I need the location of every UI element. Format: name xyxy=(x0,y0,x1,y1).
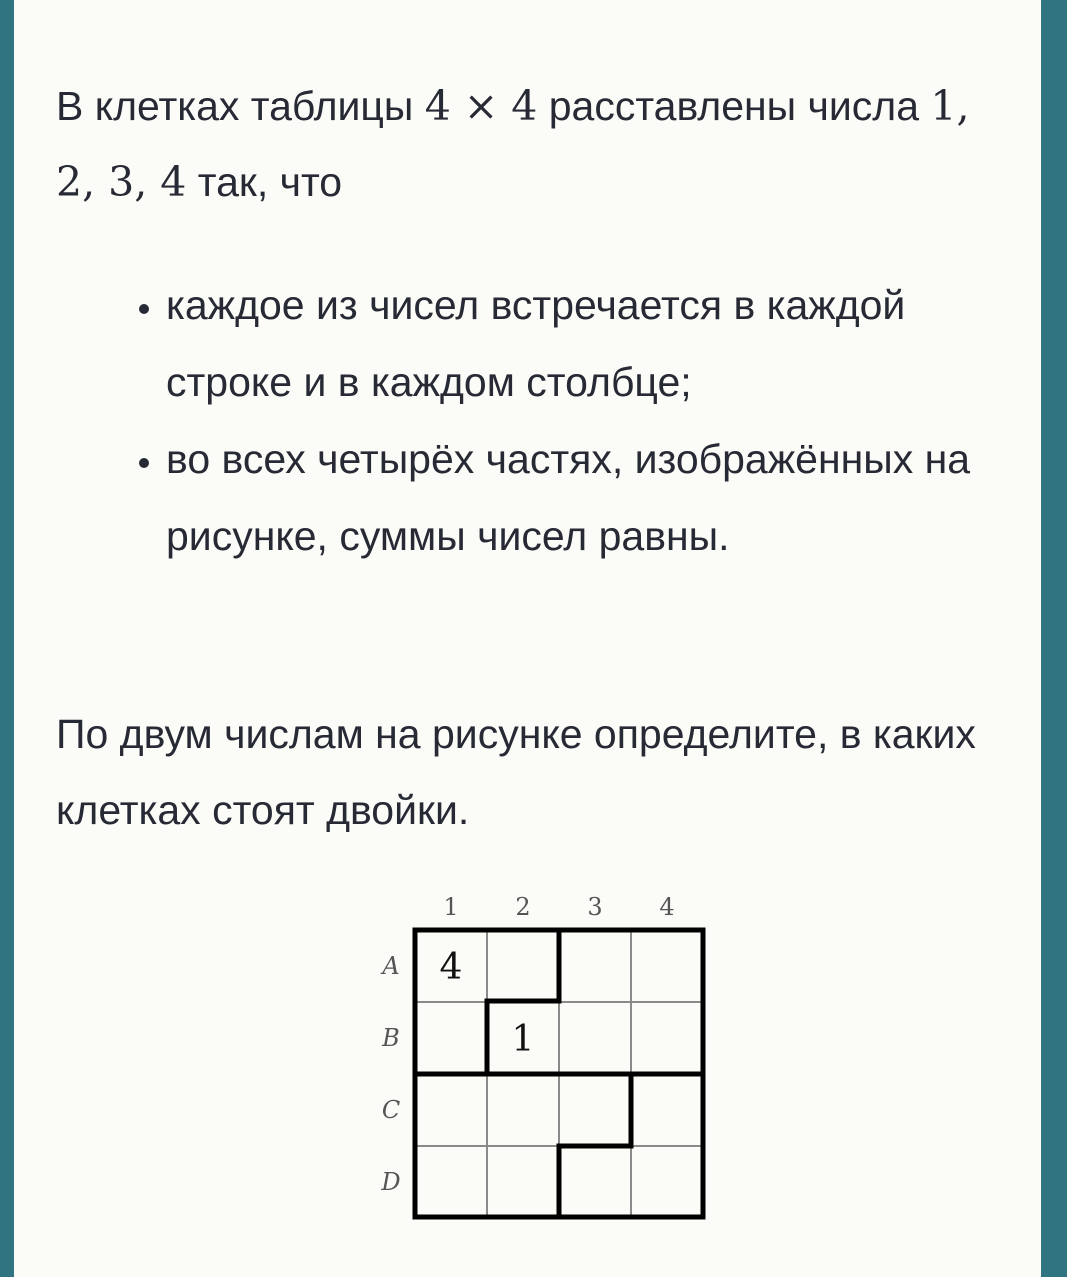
column-label: 2 xyxy=(515,893,531,921)
row-label: A xyxy=(382,952,400,980)
intro-math-grid-size: 4 × 4 xyxy=(424,82,538,130)
problem-intro xyxy=(56,68,1006,220)
condition-item: • каждое из чисел встречается в каждой строке и в каждом столбце; xyxy=(166,267,1016,421)
given-number-b2: 1 xyxy=(511,1019,535,1060)
condition-item: • во всех четырёх частях, изображённых на рисунке, суммы чисел равны. xyxy=(166,421,1016,575)
row-label: C xyxy=(381,1096,401,1124)
row-label: B xyxy=(382,1024,400,1052)
row-label: D xyxy=(381,1168,401,1196)
problem-question: По двум числам на рисунке определите, в каких клетках стоят двойки. xyxy=(56,711,976,833)
intro-text-3: так, что xyxy=(186,159,343,205)
column-label: 1 xyxy=(443,893,459,921)
problem-card xyxy=(14,0,1041,1277)
intro-math-numbers: 1, 2, 3, 4 xyxy=(56,82,970,206)
column-label: 3 xyxy=(587,893,603,921)
column-label: 4 xyxy=(659,893,675,921)
grid-figure xyxy=(354,880,714,1225)
conditions-list xyxy=(56,267,1016,575)
intro-text-2: расставлены числа xyxy=(537,83,931,129)
intro-text-1: В клетках таблицы xyxy=(56,83,425,129)
given-number-a1: 4 xyxy=(439,947,463,988)
